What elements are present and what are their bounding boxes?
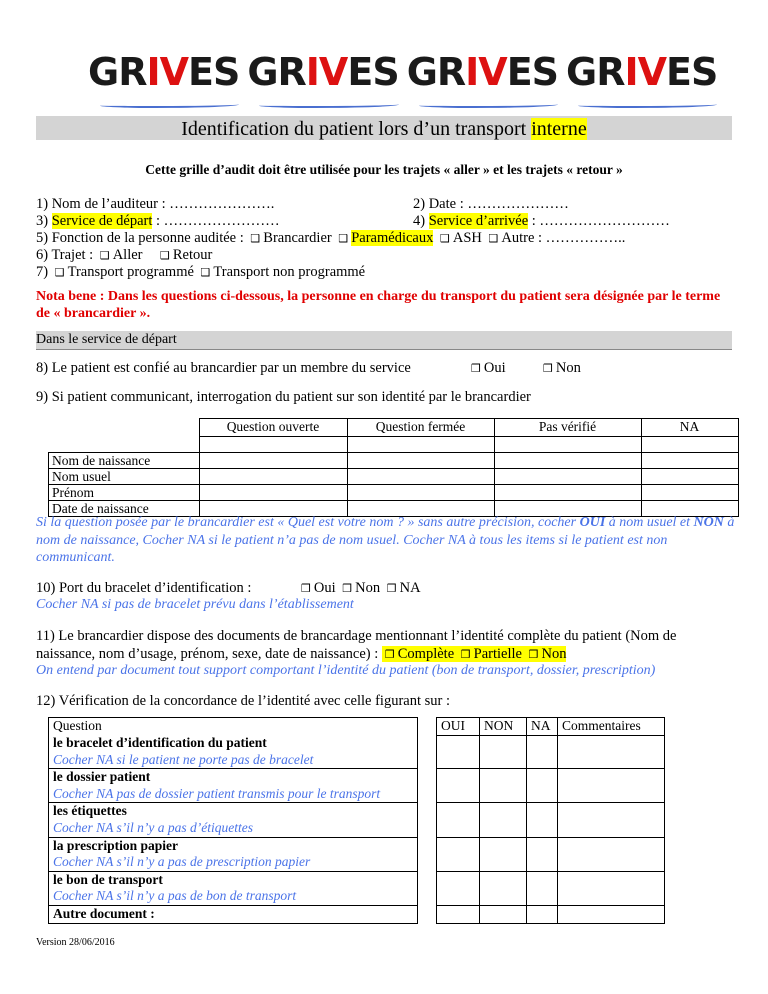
q8-no[interactable]: ❒ Non — [543, 360, 581, 376]
grives-logo — [88, 50, 718, 110]
logo-word-3: GRIVES — [407, 50, 558, 110]
item-note: Cocher NA pas de dossier patient transmis pour le transport — [53, 785, 381, 801]
q12-header: Question — [49, 718, 418, 736]
field-trajet: 6) Trajet : ❑ Aller ❑ Retour — [36, 247, 213, 263]
q11-options: ❒ Complète ❒ Partielle ❒ Non — [382, 646, 567, 662]
item-note: Cocher NA si le patient ne porte pas de bracelet — [53, 751, 314, 767]
field-auditor[interactable]: 1) Nom de l’auditeur : …………………. — [36, 196, 275, 212]
table-row — [49, 871, 665, 905]
section-departure: Dans le service de départ — [36, 331, 732, 350]
table-row — [49, 769, 665, 803]
row-label: Prénom — [49, 485, 200, 501]
table-row — [49, 485, 739, 501]
checkbox-icon[interactable]: ❒ — [460, 647, 471, 661]
checkbox-icon[interactable]: ❒ — [301, 582, 311, 595]
item-note: Cocher NA s’il n’y a pas d’étiquettes — [53, 820, 253, 836]
field-date[interactable]: 2) Date : ………………… — [413, 196, 569, 212]
q9-text: 9) Si patient communicant, interrogation du patient sur son identité par le brancardier — [36, 389, 531, 405]
q10-note: Cocher NA si pas de bracelet prévu dans l’établissement — [36, 597, 354, 612]
table-row — [49, 837, 665, 871]
checkbox-icon[interactable]: ❒ — [528, 647, 539, 661]
q9-note: Si la question posée par le brancardier est « Quel est votre nom ? » sans autre précision, cocher OUI à nom usuel et NON à nom de naissance, Cocher NA si le patient n’a pas de nom usuel. Cocher NA à tous les items si le patient est non communicant. — [36, 515, 735, 565]
q12-text: 12) Vérification de la concordance de l’identité avec celle figurant sur : — [36, 693, 451, 709]
row-label: Date de naissance — [49, 501, 200, 517]
logo-word-2: GRIVES — [247, 50, 398, 110]
checkbox-icon[interactable]: ❒ — [384, 647, 395, 661]
item-label: les étiquettes — [53, 803, 127, 819]
table-row — [49, 906, 665, 924]
page-title — [36, 116, 732, 140]
item-note: Cocher NA s’il n’y a pas de prescription papier — [53, 854, 311, 870]
table-row — [49, 803, 665, 837]
checkbox-icon[interactable]: ❑ — [488, 232, 499, 245]
q9-header: Question ouverte — [199, 419, 347, 437]
field-transport-type: 7) ❑ Transport programmé ❑ Transport non programmé — [36, 264, 366, 280]
q10-options: ❒ Oui ❒ Non ❒ NA — [301, 580, 421, 596]
checkbox-icon[interactable]: ❒ — [342, 582, 353, 595]
q9-header: NA — [641, 419, 738, 437]
q12-table — [48, 717, 665, 924]
q8-text: 8) Le patient est confié au brancardier par un membre du service — [36, 360, 411, 376]
checkbox-icon[interactable]: ❑ — [54, 266, 65, 279]
logo-word-4: GRIVES — [566, 50, 717, 110]
checkbox-icon[interactable]: ❑ — [200, 266, 211, 279]
checkbox-icon[interactable]: ❑ — [160, 249, 170, 262]
row-label: Nom usuel — [49, 469, 200, 485]
checkbox-icon[interactable]: ❒ — [386, 582, 397, 595]
q11-note: On entend par document tout support comportant l’identité du patient (bon de transport, dossier, prescription) — [36, 663, 656, 678]
q12-header: OUI — [437, 718, 480, 736]
q9-header: Question fermée — [347, 419, 494, 437]
q9-header: Pas vérifié — [494, 419, 641, 437]
checkbox-icon[interactable]: ❑ — [250, 232, 261, 245]
item-note: Cocher NA s’il n’y a pas de bon de transport — [53, 888, 297, 904]
field-service-arrivee[interactable]: 4) Service d’arrivée : ……………………… — [413, 213, 670, 229]
checkbox-icon[interactable]: ❑ — [99, 249, 110, 262]
table-row — [49, 469, 739, 485]
nota-bene: Nota bene : Dans les questions ci-dessous, la personne en charge du transport du patient sera désignée par le terme de « brancardier ». — [36, 289, 721, 321]
title-highlight: interne — [531, 118, 587, 140]
logo-word-1: GRIVES — [88, 50, 239, 110]
table-row — [49, 735, 665, 769]
item-label: le bon de transport — [53, 871, 163, 887]
q12-header: Commentaires — [558, 718, 665, 736]
checkbox-icon[interactable]: ❑ — [439, 232, 450, 245]
q10-text: 10) Port du bracelet d’identification : — [36, 580, 252, 596]
q12-header: NA — [527, 718, 558, 736]
q11-text: 11) Le brancardier dispose des documents de brancardage mentionnant l’identité complète du patient (Nom de naissance, nom d’usage, prénom, sexe, date de naissance) : ❒ Complète ❒ Partielle ❒ Non — [36, 628, 677, 662]
field-fonction: 5) Fonction de la personne auditée : ❑ Brancardier ❑ Paramédicaux ❑ ASH ❑ Autre : …………….. — [36, 230, 626, 246]
title-text: Identification du patient lors d’un transport — [181, 118, 532, 140]
item-label: la prescription papier — [53, 837, 179, 853]
item-label: Autre document : — [53, 906, 155, 922]
table-row — [49, 453, 739, 469]
checkbox-icon[interactable]: ❒ — [543, 362, 553, 375]
field-service-depart[interactable]: 3) Service de départ : …………………… — [36, 213, 280, 229]
row-label: Nom de naissance — [49, 453, 200, 469]
item-label: le bracelet d’identification du patient — [53, 735, 267, 751]
checkbox-icon[interactable]: ❒ — [471, 362, 481, 375]
footer-version: Version 28/06/2016 — [36, 937, 115, 948]
subtitle: Cette grille d’audit doit être utilisée pour les trajets « aller » et les trajets « retour » — [145, 162, 623, 177]
checkbox-icon[interactable]: ❑ — [338, 232, 349, 245]
q8-yes[interactable]: ❒ Oui — [471, 360, 506, 376]
q12-header: NON — [480, 718, 527, 736]
item-label: le dossier patient — [53, 769, 151, 785]
q9-table — [48, 418, 739, 517]
